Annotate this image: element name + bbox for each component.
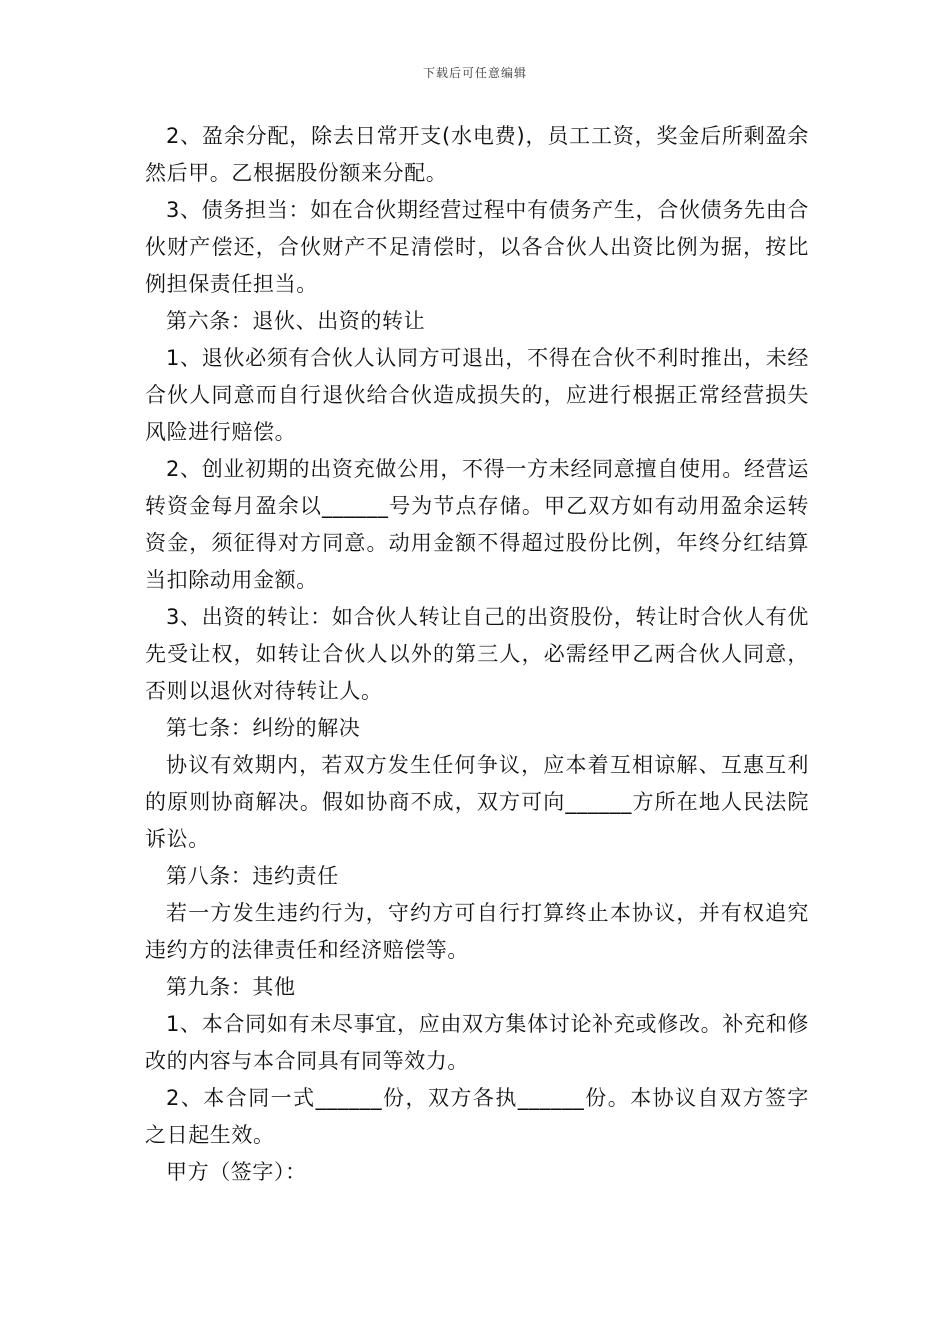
document-body xyxy=(145,118,809,1191)
article-7-heading: 第七条：纠纷的解决 xyxy=(166,716,361,740)
clause-supplement: 1、本合同如有未尽事宜，应由双方集体讨论补充或修改。补充和修改的内容与本合同具有同等效力。 xyxy=(145,1012,809,1073)
clause-profit-distribution: 2、盈余分配，除去日常开支(水电费)，员工工资，奖金后所剩盈余然后甲。乙根据股份额来分配。 xyxy=(145,124,809,185)
article-6-heading: 第六条：退伙、出资的转让 xyxy=(166,309,426,333)
article-8-heading: 第八条：违约责任 xyxy=(166,864,339,888)
party-a-signature-label: 甲方（签字）： xyxy=(166,1160,307,1184)
clause-copies-effective: 2、本合同一式______份，双方各执______份。本协议自双方签字之日起生效。 xyxy=(145,1086,809,1147)
clause-withdrawal: 1、退伙必须有合伙人认同方可退出，不得在合伙不利时推出，未经合伙人同意而自行退伙给合伙造成损失的，应进行根据正常经营损失风险进行赔偿。 xyxy=(145,346,809,444)
clause-dispute-resolution: 协议有效期内，若双方发生任何争议，应本着互相谅解、互惠互利的原则协商解决。假如协商不成，双方可向______方所在地人民法院诉讼。 xyxy=(145,753,809,851)
clause-debt-liability: 3、债务担当：如在合伙期经营过程中有债务产生，合伙债务先由合伙财产偿还，合伙财产不足清偿时，以各合伙人出资比例为据，按比例担保责任担当。 xyxy=(145,198,809,296)
article-9-heading: 第九条：其他 xyxy=(166,975,296,999)
page-header-note: 下载后可任意编辑 xyxy=(422,66,527,80)
clause-capital-transfer: 3、出资的转让：如合伙人转让自己的出资股份，转让时合伙人有优先受让权，如转让合伙人以外的第三人，必需经甲乙两合伙人同意，否则以退伙对待转让人。 xyxy=(145,605,809,703)
clause-breach: 若一方发生违约行为，守约方可自行打算终止本协议，并有权追究违约方的法律责任和经济赔偿等。 xyxy=(145,901,809,962)
clause-initial-capital: 2、创业初期的出资充做公用，不得一方未经同意擅自使用。经营运转资金每月盈余以______号为节点存储。甲乙双方如有动用盈余运转资金，须征得对方同意。动用金额不得超过股份比例，年终分红结算当扣除动用金额。 xyxy=(145,457,809,592)
